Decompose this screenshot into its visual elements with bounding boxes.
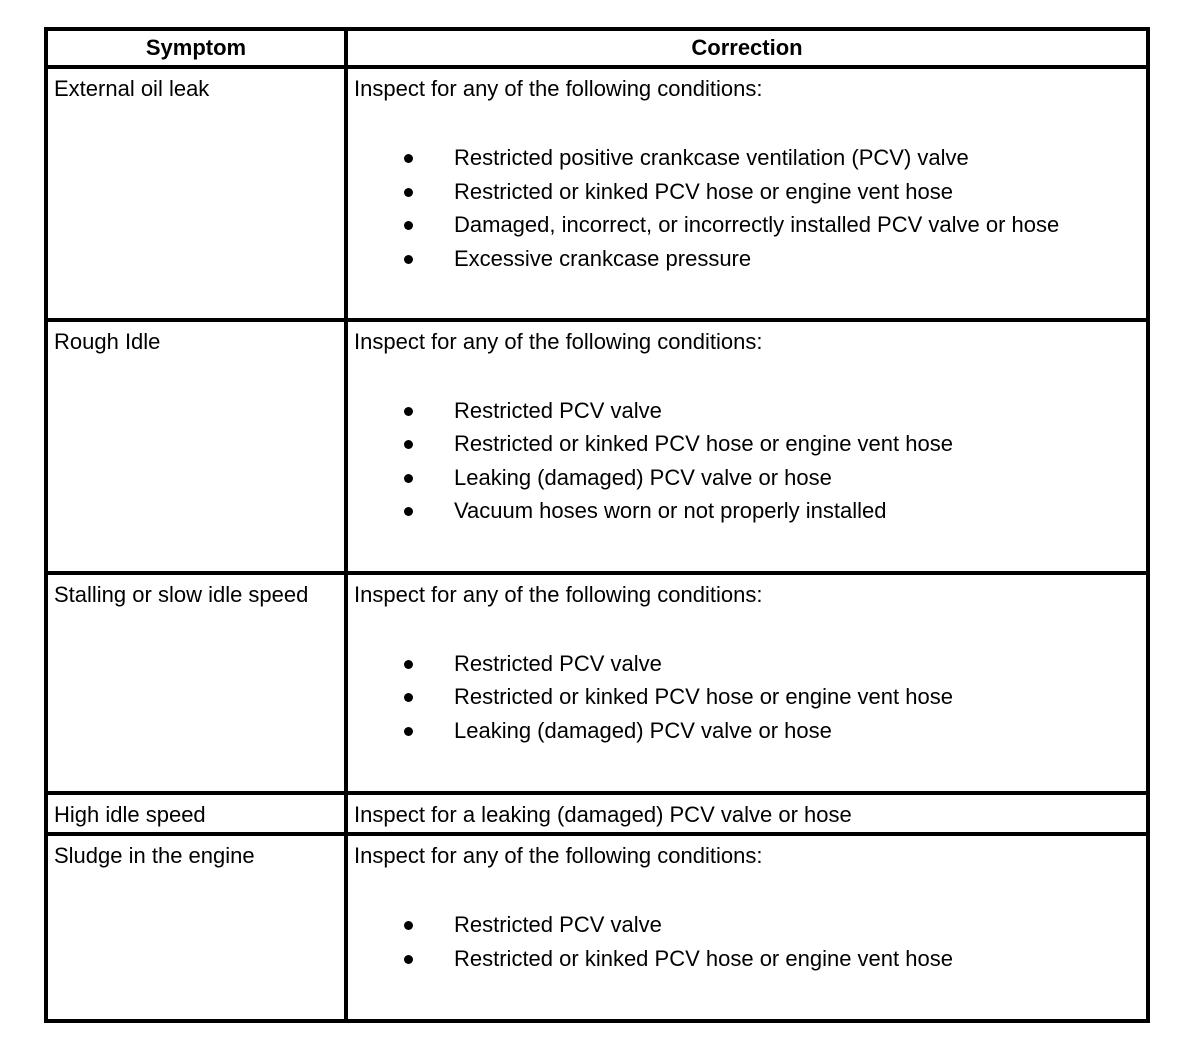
bullet-icon	[404, 507, 413, 516]
list-item-text: Restricted or kinked PCV hose or engine vent hose	[454, 431, 953, 457]
correction-intro: Inspect for a leaking (damaged) PCV valve or hose	[354, 802, 852, 828]
condition-list	[354, 398, 1146, 532]
symptom-cell: External oil leak	[46, 67, 346, 320]
condition-list	[354, 912, 1146, 979]
bullet-icon	[404, 221, 413, 230]
symptom-cell: High idle speed	[46, 793, 346, 834]
list-item	[354, 145, 1146, 179]
list-item-text: Excessive crankcase pressure	[454, 245, 752, 271]
table-row-rough-idle	[46, 320, 1148, 573]
list-item-text: Restricted positive crankcase ventilation (PCV) valve	[454, 145, 969, 170]
correction-cell	[346, 573, 1148, 794]
list-item	[354, 465, 1146, 499]
header-row	[46, 29, 1148, 67]
list-item	[354, 498, 1146, 532]
list-item	[354, 946, 1146, 980]
list-item	[354, 212, 1146, 246]
list-item	[354, 651, 1146, 685]
list-item-text: Restricted or kinked PCV hose or engine vent hose	[454, 684, 953, 710]
correction-intro: Inspect for any of the following conditions:	[354, 76, 763, 101]
list-item	[354, 684, 1146, 718]
symptom-column-header: Symptom	[46, 29, 346, 67]
bullet-icon	[404, 255, 413, 264]
bullet-icon	[404, 154, 413, 163]
correction-cell	[346, 793, 1148, 834]
list-item-text: Restricted PCV valve	[454, 650, 662, 676]
table-row-stalling	[46, 573, 1148, 794]
bullet-icon	[404, 407, 413, 416]
list-item	[354, 398, 1146, 432]
bullet-icon	[404, 955, 413, 964]
condition-list	[354, 651, 1146, 752]
list-item-text: Leaking (damaged) PCV valve or hose	[454, 464, 832, 490]
correction-cell	[346, 67, 1148, 320]
symptom-cell: Sludge in the engine	[46, 834, 346, 1021]
bullet-icon	[404, 474, 413, 483]
list-item-text: Restricted PCV valve	[454, 912, 662, 938]
table-row-sludge	[46, 834, 1148, 1021]
table-row-external-oil-leak	[46, 67, 1148, 320]
list-item-text: Damaged, incorrect, or incorrectly installed PCV valve or hose	[454, 212, 1060, 237]
list-item-text: Restricted or kinked PCV hose or engine vent hose	[454, 945, 953, 971]
list-item	[354, 718, 1146, 752]
correction-cell	[346, 834, 1148, 1021]
symptom-cell: Rough Idle	[46, 320, 346, 573]
bullet-icon	[404, 188, 413, 197]
list-item-text: Restricted PCV valve	[454, 397, 662, 423]
correction-intro: Inspect for any of the following conditions:	[354, 581, 763, 607]
symptom-cell: Stalling or slow idle speed	[46, 573, 346, 794]
correction-column-header: Correction	[346, 29, 1148, 67]
list-item	[354, 912, 1146, 946]
correction-intro: Inspect for any of the following conditions:	[354, 843, 763, 869]
correction-intro: Inspect for any of the following conditions:	[354, 328, 763, 354]
bullet-icon	[404, 440, 413, 449]
list-item-text: Vacuum hoses worn or not properly installed	[454, 498, 887, 524]
diagnosis-table	[44, 27, 1150, 1023]
bullet-icon	[404, 921, 413, 930]
table-row-high-idle	[46, 793, 1148, 834]
bullet-icon	[404, 727, 413, 736]
correction-cell	[346, 320, 1148, 573]
list-item-text: Leaking (damaged) PCV valve or hose	[454, 717, 832, 743]
list-item	[354, 431, 1146, 465]
condition-list	[354, 145, 1146, 279]
list-item	[354, 246, 1146, 280]
list-item	[354, 179, 1146, 213]
bullet-icon	[404, 660, 413, 669]
list-item-text: Restricted or kinked PCV hose or engine vent hose	[454, 178, 953, 204]
bullet-icon	[404, 693, 413, 702]
